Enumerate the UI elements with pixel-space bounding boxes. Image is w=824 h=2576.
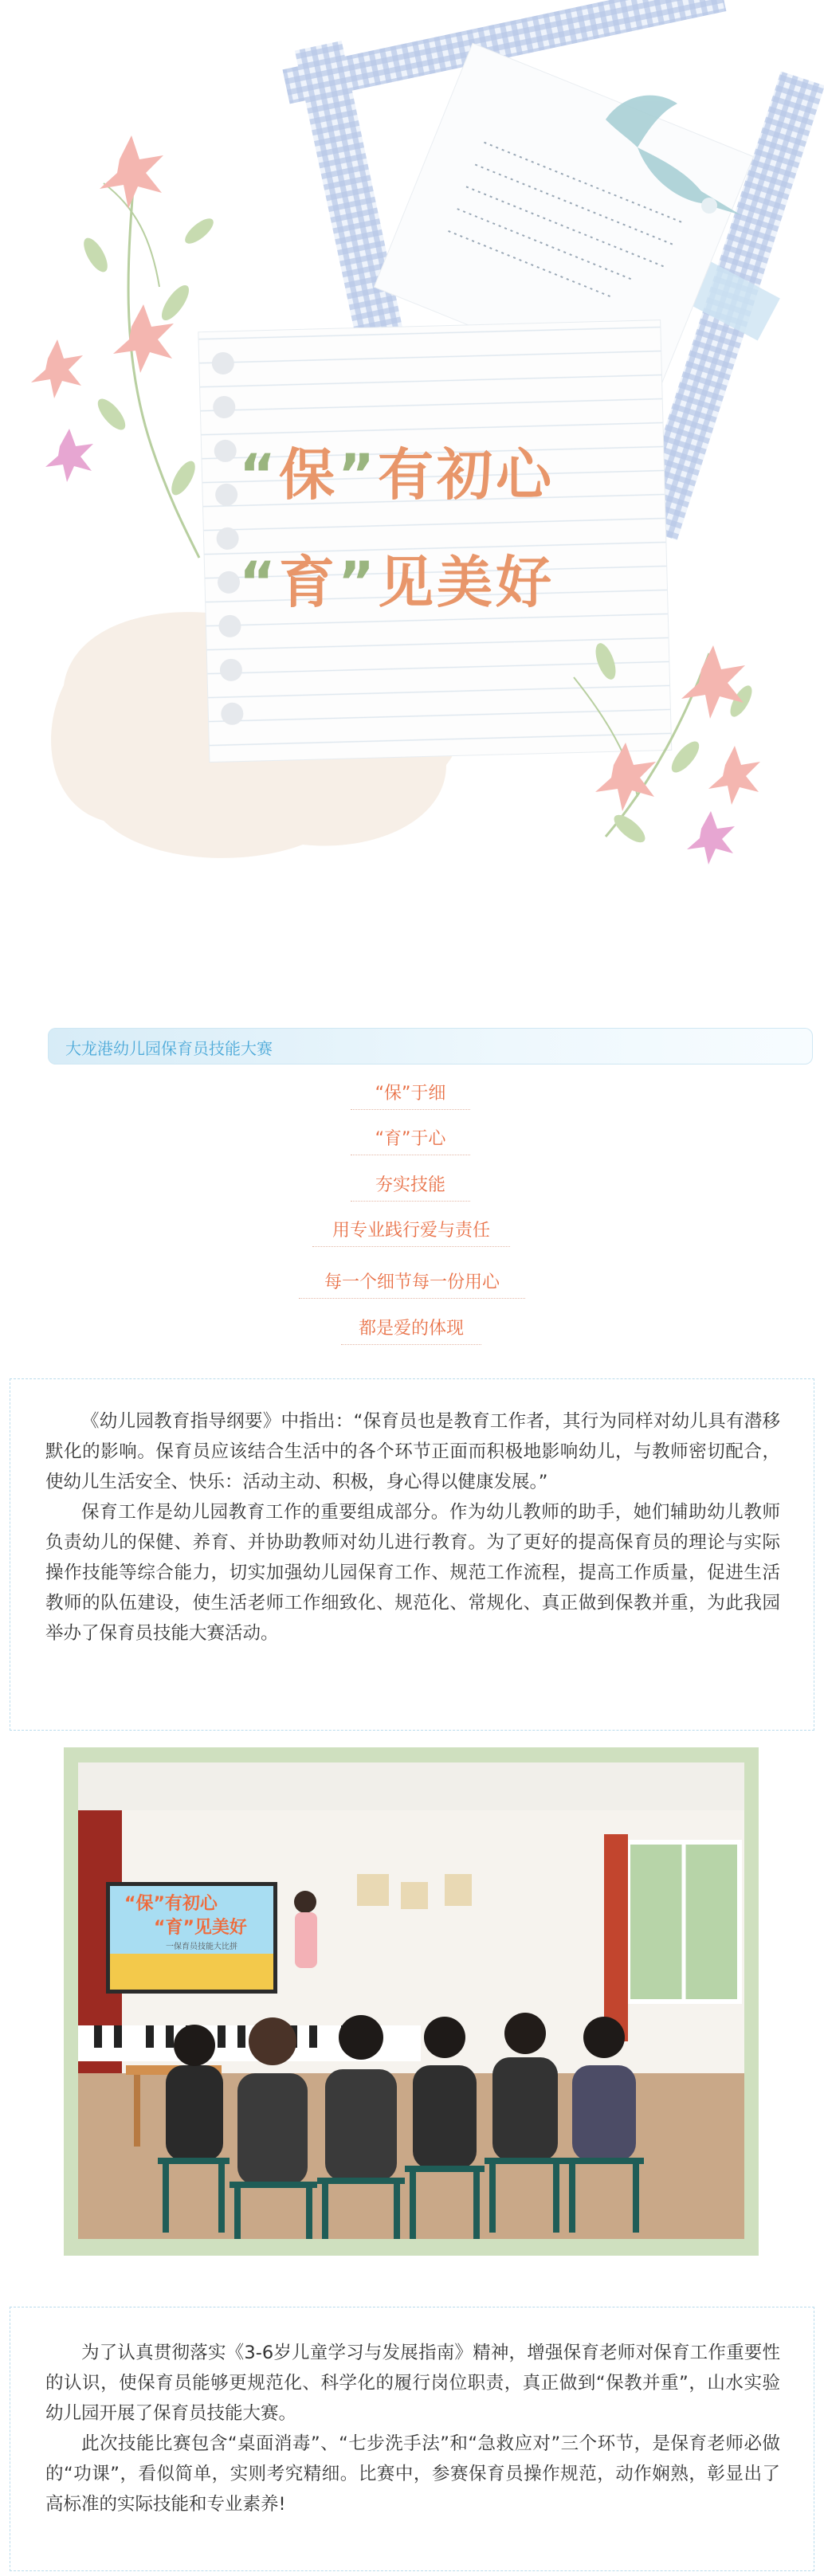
screen-subtitle: 一保育员技能大比拼 [166, 1943, 237, 1951]
intro-paragraph: 《幼儿园教育指导纲要》中指出：“保育员也是教育工作者，其行为同样对幼儿具有潜移默化的影响。保育员应该结合生活中的各个环节正面而积极地影响幼儿，与教师密切配合，使幼儿生活安全、快乐：活动主动、积极，身心得以健康发展。” [45, 1411, 780, 1492]
title-quote-open: “ [239, 550, 280, 615]
event-banner [48, 1028, 813, 1065]
slogan-item: “育”于心 [351, 1125, 470, 1155]
title-quote-open: “ [239, 442, 280, 508]
slogan-item: “保”于细 [351, 1080, 470, 1110]
intro-paragraph: 保育工作是幼儿园教育工作的重要组成部分。作为幼儿教师的助手，她们辅助幼儿教师负责幼儿的保健、养育、并协助教师对幼儿进行教育。为了更好的提高保育员的理论与实际操作技能等综合能力，切实加强幼儿园保育工作、规范工作流程，提高工作质量，促进生活教师的队伍建设，使生活老师工作细致化、规范化、常规化、真正做到保教并重，为此我园举办了保育员技能大赛活动。 [45, 1502, 780, 1644]
hero-title-line2 [239, 538, 555, 618]
slogan-item: 每一个细节每一份用心 [299, 1268, 525, 1299]
event-banner-label: 大龙港幼儿园保育员技能大赛 [65, 1039, 273, 1058]
slogan-item: 夯实技能 [351, 1171, 470, 1202]
details-textbox [10, 2307, 814, 2571]
slogan-item: 用专业践行爱与责任 [312, 1217, 510, 1247]
details-paragraph: 此次技能比赛包含“桌面消毒”、“七步洗手法”和“急救应对”三个环节，是保育老师必做的“功课”，看似简单，实则考究精细。比赛中，参赛保育员操作规范，动作娴熟，彰显出了高标准的实际技能和专业素养! [45, 2433, 780, 2515]
details-paragraph: 为了认真贯彻落实《3-6岁儿童学习与发展指南》精神，增强保育老师对保育工作重要性的认识，使保育员能够更规范化、科学化的履行岗位职责，真正做到“保教并重”，山水实验幼儿园开展了保育员技能大赛。 [45, 2343, 780, 2424]
title-key-char: 保 [279, 442, 339, 508]
flower-branch-left [31, 135, 218, 558]
event-photo-scene [78, 1762, 744, 2239]
slogan-item: 都是爱的体现 [341, 1315, 481, 1345]
title-rest: 有初心 [378, 442, 555, 508]
screen-title-line2: “育”见美好 [154, 1918, 247, 1938]
title-quote-close: ” [338, 442, 379, 508]
intro-textbox [10, 1378, 814, 1731]
title-key-char: 育 [279, 550, 339, 615]
title-rest: 见美好 [378, 550, 555, 615]
screen-title-line1: “保”有初心 [124, 1894, 218, 1914]
title-quote-close: ” [338, 550, 379, 615]
hero-title-line1 [239, 430, 555, 511]
event-photo [78, 1762, 744, 2239]
hero-section [0, 0, 824, 972]
